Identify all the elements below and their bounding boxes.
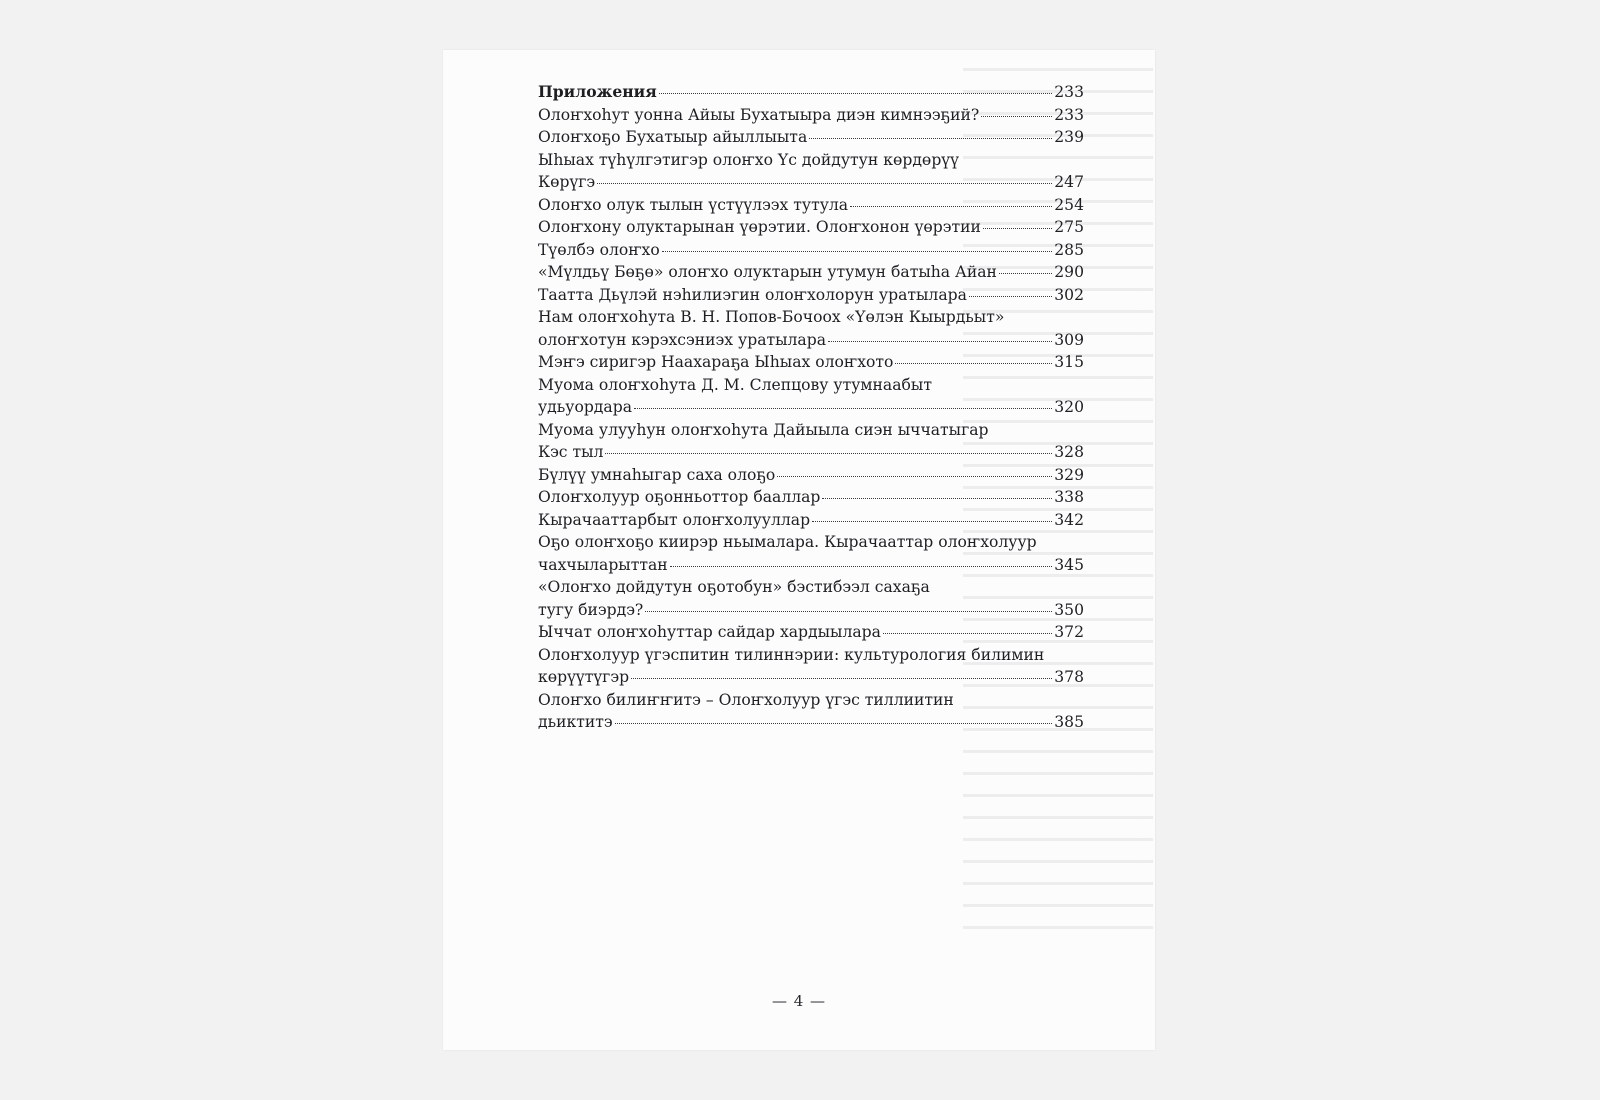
leader-dots (812, 521, 1052, 522)
toc-entry-title-cont: Көрүгэ (538, 173, 596, 191)
toc-entry-title: Олоҥхоһут уонна Айыы Бухатыыра диэн кимнээҕий? (538, 105, 980, 124)
toc-entry-page: 328 (1054, 443, 1084, 461)
toc-entry-title: Муома улууһун олоҥхоһута Дайыыла сиэн ыччатыгар (538, 420, 989, 439)
toc-entry-title: «Олоҥхо дойдутун оҕотобун» бэстибээл сахаҕа (538, 578, 930, 596)
toc-entry-title-cont: чахчыларыттан (538, 555, 668, 574)
leader-dots (822, 498, 1052, 499)
leader-dots (895, 363, 1052, 364)
leader-dots (999, 273, 1052, 274)
leader-dots (850, 206, 1052, 207)
toc-entry (538, 284, 1084, 307)
toc-entry-page: 329 (1054, 465, 1084, 484)
toc-entry-page: 285 (1054, 240, 1084, 259)
toc-entry-page: 338 (1054, 488, 1084, 506)
toc-entry (538, 306, 1084, 351)
toc-entry (538, 486, 1084, 509)
toc-entry-title: Нам олоҥхоһута В. Н. Попов-Бочоох «Үөлэн Кыырдьыт» (538, 308, 1005, 326)
leader-dots (631, 678, 1052, 679)
toc-entry (538, 419, 1084, 464)
leader-dots (605, 453, 1052, 454)
leader-dots (597, 183, 1052, 184)
leader-dots (983, 228, 1052, 229)
toc-entry-page: 239 (1054, 128, 1084, 146)
toc-entry (538, 194, 1084, 217)
toc-entry-page: 247 (1054, 173, 1084, 191)
toc-entry-page: 233 (1054, 105, 1084, 124)
toc-entry-title: Ыччат олоҥхоһуттар сайдар хардыылара (538, 623, 881, 641)
toc-entry-title: «Мүлдьү Бөҕө» олоҥхо олуктарын утумун батыһа Айан (538, 263, 997, 281)
toc-entry-title-cont: көрүүтүгэр (538, 668, 630, 686)
toc-entry-title: Оҕо олоҥхоҕо киирэр ньымалара. Кырачааттар олоҥхолуур (538, 533, 1037, 551)
leader-dots (883, 633, 1052, 634)
toc-entry (538, 239, 1084, 262)
toc-entry-title: Бүлүү умнаһыгар саха олоҕо (538, 465, 776, 484)
toc-entry-page: 342 (1054, 510, 1084, 529)
leader-dots (670, 566, 1053, 567)
leader-dots (645, 611, 1052, 612)
toc-entry-page: 309 (1054, 330, 1084, 349)
leader-dots (615, 723, 1053, 724)
toc-entry (538, 351, 1084, 374)
toc-entry-title-cont: дьиктитэ (538, 713, 613, 731)
leader-dots (659, 93, 1052, 94)
toc-entry (538, 261, 1084, 284)
toc-entry-title: Ыһыах түһүлгэтигэр олоҥхо Үс дойдутун көрдөрүү (538, 150, 959, 169)
toc-entry-page: 378 (1054, 668, 1084, 686)
toc-entry-page: 302 (1054, 285, 1084, 304)
toc-entry-title-cont: тугу биэрдэ? (538, 600, 644, 619)
toc-entry (538, 689, 1084, 734)
toc-entry (538, 644, 1084, 689)
leader-dots (777, 476, 1052, 477)
toc-entry (538, 104, 1084, 127)
toc-entry-title: Мэҥэ сиригэр Наахараҕа Ыһыах олоҥхото (538, 353, 894, 371)
leader-dots (969, 296, 1052, 297)
toc-entry-title: Кырачааттарбыт олоҥхолууллар (538, 510, 811, 529)
toc-entry (538, 621, 1084, 644)
toc-heading-title: Приложения (538, 82, 657, 101)
toc-entry-title: Түөлбэ олоҥхо (538, 240, 660, 259)
toc-entry-title: Олоҥхо олук тылын үстүүлээх тутула (538, 195, 849, 214)
toc-entry-page: 385 (1054, 713, 1084, 731)
leader-dots (634, 408, 1052, 409)
table-of-contents (538, 81, 1084, 734)
toc-entry-page: 345 (1054, 555, 1084, 574)
toc-entry (538, 464, 1084, 487)
toc-entry-page: 372 (1054, 623, 1084, 641)
toc-entry-page: 320 (1054, 398, 1084, 416)
toc-entry-title-cont: олоҥхотун кэрэхсэниэх уратылара (538, 330, 827, 349)
toc-entry-page: 254 (1054, 195, 1084, 214)
toc-entry-title: Олоҥхолуур үгэспитин тилиннэрии: культурология билимин (538, 645, 1045, 664)
toc-entry-page: 290 (1054, 263, 1084, 281)
toc-entry-title-cont: удьуордара (538, 398, 632, 416)
toc-entry-title: Олоҥхону олуктарынан үөрэтии. Олоҥхонон үөрэтии (538, 218, 981, 236)
toc-entry (538, 374, 1084, 419)
toc-entry-title: Олоҥхолуур оҕонньоттор бааллар (538, 488, 821, 506)
toc-entry-title: Муома олоҥхоһута Д. М. Слепцову утумнаабыт (538, 375, 932, 394)
toc-entry (538, 216, 1084, 239)
toc-entry (538, 509, 1084, 532)
leader-dots (981, 116, 1052, 117)
toc-entry-title: Олоҥхоҕо Бухатыыр айыллыыта (538, 128, 808, 146)
toc-entry (538, 126, 1084, 149)
toc-heading-page: 233 (1054, 83, 1084, 101)
toc-entry (538, 149, 1084, 194)
toc-entry (538, 576, 1084, 621)
toc-entry-page: 275 (1054, 218, 1084, 236)
toc-entry-title-cont: Кэс тыл (538, 443, 604, 461)
toc-heading (538, 81, 1084, 104)
toc-entry-title: Таатта Дьүлэй нэһилиэгин олоҥхолорун уратылара (538, 285, 967, 304)
document-page (443, 50, 1155, 1050)
toc-entry-page: 315 (1054, 353, 1084, 371)
leader-dots (828, 341, 1052, 342)
leader-dots (809, 138, 1052, 139)
page-number: — 4 — (771, 992, 827, 1010)
leader-dots (662, 251, 1052, 252)
toc-entry-title: Олоҥхо билиҥҥитэ – Олоҥхолуур үгэс тиллиитин (538, 690, 954, 709)
toc-entry-page: 350 (1054, 600, 1084, 619)
toc-entry (538, 531, 1084, 576)
